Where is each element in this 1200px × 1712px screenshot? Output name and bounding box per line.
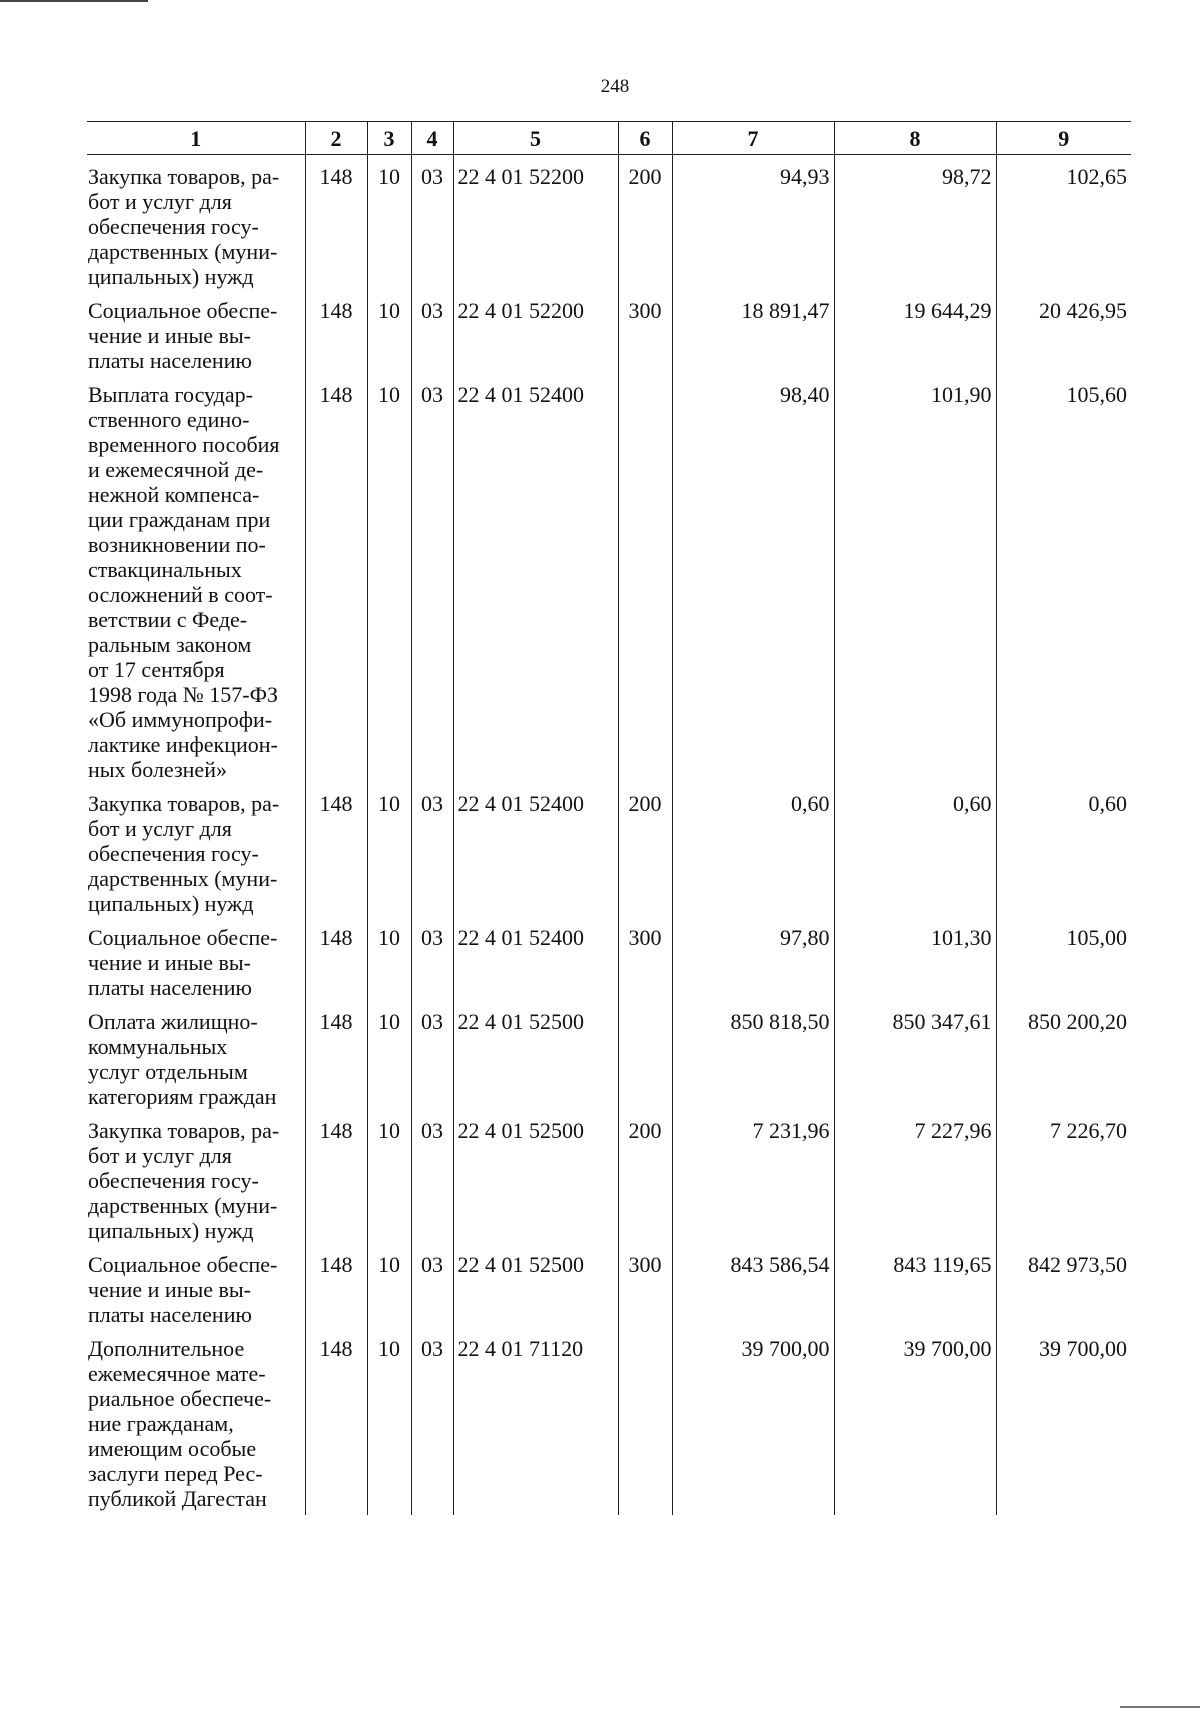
column-header: 2 xyxy=(305,122,367,155)
amount-year-2: 843 119,65 xyxy=(834,1243,996,1327)
ministry-code: 148 xyxy=(305,1327,367,1515)
subsection-code: 03 xyxy=(411,1243,453,1327)
table-header-row xyxy=(87,122,1131,155)
subsection-code: 03 xyxy=(411,1000,453,1109)
subsection-code: 03 xyxy=(411,1109,453,1243)
column-header: 7 xyxy=(672,122,834,155)
amount-year-2: 101,30 xyxy=(834,916,996,1000)
ministry-code: 148 xyxy=(305,782,367,916)
amount-year-2: 850 347,61 xyxy=(834,1000,996,1109)
subsection-code: 03 xyxy=(411,155,453,290)
target-article-code: 22 4 01 52500 xyxy=(453,1109,618,1243)
column-header: 1 xyxy=(87,122,305,155)
amount-year-1: 97,80 xyxy=(672,916,834,1000)
amount-year-2: 19 644,29 xyxy=(834,289,996,373)
row-description: Социальное обеспе- чение и иные вы- платы населению xyxy=(88,925,278,1000)
section-code: 10 xyxy=(367,1109,411,1243)
table-row xyxy=(87,782,1131,916)
ministry-code: 148 xyxy=(305,916,367,1000)
expense-type-code xyxy=(618,373,672,782)
section-code: 10 xyxy=(367,289,411,373)
column-header: 4 xyxy=(411,122,453,155)
amount-year-1: 18 891,47 xyxy=(672,289,834,373)
target-article-code: 22 4 01 52200 xyxy=(453,155,618,290)
amount-year-1: 94,93 xyxy=(672,155,834,290)
subsection-code: 03 xyxy=(411,916,453,1000)
amount-year-2: 98,72 xyxy=(834,155,996,290)
page-number: 248 xyxy=(600,76,630,97)
amount-year-1: 7 231,96 xyxy=(672,1109,834,1243)
target-article-code: 22 4 01 52500 xyxy=(453,1243,618,1327)
row-description: Выплата государ- ственного едино- временного пособия и ежемесячной де- нежной компенса- ции гражданам при возникновении по- ствакцинальных осложнений в соот- ветствии с Феде- ральным законом от 17 сентября 1998 года № 157-ФЗ «Об иммунопрофи- лактике инфекцион- ных болезней» xyxy=(88,382,280,782)
target-article-code: 22 4 01 52400 xyxy=(453,916,618,1000)
table-row xyxy=(87,916,1131,1000)
column-header: 3 xyxy=(367,122,411,155)
subsection-code: 03 xyxy=(411,1327,453,1515)
table-row xyxy=(87,1327,1131,1515)
ministry-code: 148 xyxy=(305,289,367,373)
section-code: 10 xyxy=(367,916,411,1000)
amount-year-3: 105,00 xyxy=(996,916,1131,1000)
amount-year-3: 850 200,20 xyxy=(996,1000,1131,1109)
table-row xyxy=(87,1109,1131,1243)
ministry-code: 148 xyxy=(305,1000,367,1109)
section-code: 10 xyxy=(367,1243,411,1327)
row-description: Закупка товаров, ра- бот и услуг для обеспечения госу- дарственных (муни- ципальных) нужд xyxy=(88,164,280,289)
budget-table xyxy=(87,121,1131,1515)
expense-type-code xyxy=(618,1000,672,1109)
expense-type-code xyxy=(618,1327,672,1515)
section-code: 10 xyxy=(367,1000,411,1109)
subsection-code: 03 xyxy=(411,782,453,916)
table-row xyxy=(87,155,1131,290)
amount-year-1: 98,40 xyxy=(672,373,834,782)
amount-year-3: 842 973,50 xyxy=(996,1243,1131,1327)
expense-type-code: 300 xyxy=(618,916,672,1000)
table-row xyxy=(87,289,1131,373)
column-header: 5 xyxy=(453,122,618,155)
column-header: 6 xyxy=(618,122,672,155)
table-row xyxy=(87,1000,1131,1109)
target-article-code: 22 4 01 52400 xyxy=(453,782,618,916)
row-description: Оплата жилищно- коммунальных услуг отдельным категориям граждан xyxy=(88,1009,277,1109)
section-code: 10 xyxy=(367,782,411,916)
target-article-code: 22 4 01 52500 xyxy=(453,1000,618,1109)
ministry-code: 148 xyxy=(305,1109,367,1243)
amount-year-2: 7 227,96 xyxy=(834,1109,996,1243)
target-article-code: 22 4 01 71120 xyxy=(453,1327,618,1515)
amount-year-3: 105,60 xyxy=(996,373,1131,782)
amount-year-2: 39 700,00 xyxy=(834,1327,996,1515)
amount-year-1: 39 700,00 xyxy=(672,1327,834,1515)
amount-year-1: 850 818,50 xyxy=(672,1000,834,1109)
target-article-code: 22 4 01 52200 xyxy=(453,289,618,373)
column-header: 9 xyxy=(996,122,1131,155)
section-code: 10 xyxy=(367,373,411,782)
scan-edge-line-bottom xyxy=(1120,1706,1200,1708)
expense-type-code: 300 xyxy=(618,1243,672,1327)
ministry-code: 148 xyxy=(305,373,367,782)
scan-edge-line-top xyxy=(0,0,148,2)
target-article-code: 22 4 01 52400 xyxy=(453,373,618,782)
amount-year-1: 0,60 xyxy=(672,782,834,916)
expense-type-code: 200 xyxy=(618,1109,672,1243)
amount-year-3: 102,65 xyxy=(996,155,1131,290)
amount-year-3: 0,60 xyxy=(996,782,1131,916)
expense-type-code: 200 xyxy=(618,782,672,916)
amount-year-3: 39 700,00 xyxy=(996,1327,1131,1515)
section-code: 10 xyxy=(367,1327,411,1515)
table-body xyxy=(87,155,1131,1516)
row-description: Закупка товаров, ра- бот и услуг для обеспечения госу- дарственных (муни- ципальных) нужд xyxy=(88,791,280,916)
section-code: 10 xyxy=(367,155,411,290)
expense-type-code: 200 xyxy=(618,155,672,290)
table-row xyxy=(87,373,1131,782)
ministry-code: 148 xyxy=(305,1243,367,1327)
column-header: 8 xyxy=(834,122,996,155)
subsection-code: 03 xyxy=(411,289,453,373)
row-description: Закупка товаров, ра- бот и услуг для обеспечения госу- дарственных (муни- ципальных) нужд xyxy=(88,1118,280,1243)
table-row xyxy=(87,1243,1131,1327)
amount-year-2: 101,90 xyxy=(834,373,996,782)
amount-year-3: 7 226,70 xyxy=(996,1109,1131,1243)
amount-year-2: 0,60 xyxy=(834,782,996,916)
expense-type-code: 300 xyxy=(618,289,672,373)
row-description: Социальное обеспе- чение и иные вы- платы населению xyxy=(88,298,278,373)
row-description: Социальное обеспе- чение и иные вы- платы населению xyxy=(88,1252,278,1327)
ministry-code: 148 xyxy=(305,155,367,290)
amount-year-3: 20 426,95 xyxy=(996,289,1131,373)
amount-year-1: 843 586,54 xyxy=(672,1243,834,1327)
subsection-code: 03 xyxy=(411,373,453,782)
row-description: Дополнительное ежемесячное мате- риальное обеспече- ние гражданам, имеющим особые заслуги перед Рес- публикой Дагестан xyxy=(88,1336,272,1511)
